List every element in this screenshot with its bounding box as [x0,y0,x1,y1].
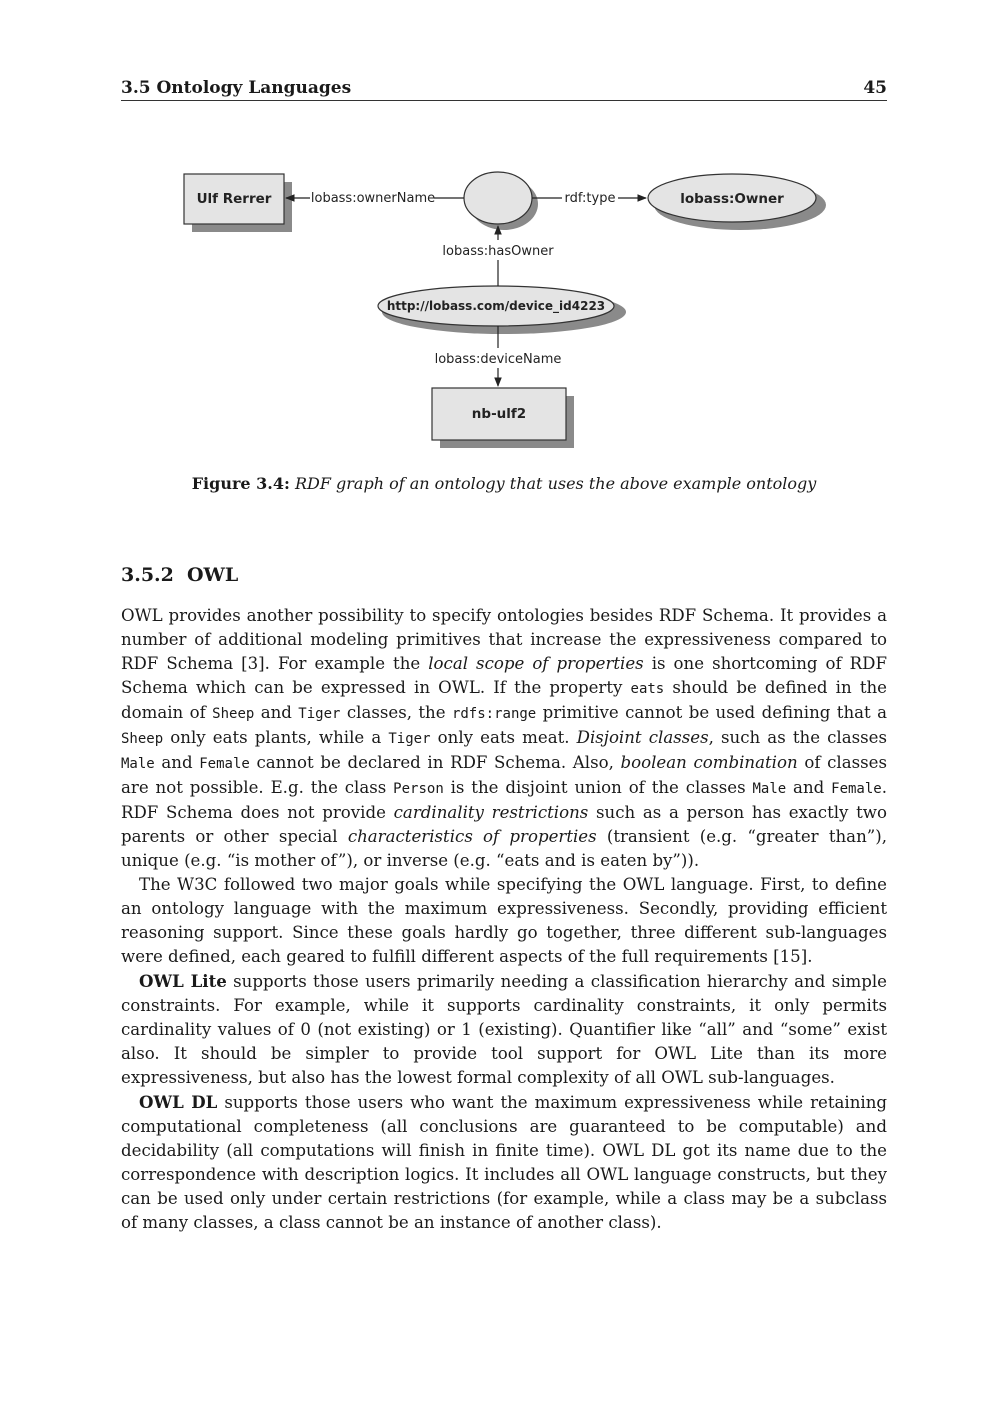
text-run: only eats meat. [430,728,577,747]
text-run: of classes are not possible. E.g. the class [121,753,887,797]
text-run: supports those users who want the maximum expressiveness while retaining computational completeness (all conclusions are guaranteed to be computable) and decidability (all computations will finish in finite time). OWL DL got its name due to the correspondence with description logics. It includes all OWL language constructs, but they can be used only under certain restrictions (for example, while a class may be a subclass of many classes, a class cannot be an instance of another class). [121,1093,888,1232]
node-blank [464,172,538,230]
text-run: is one shortcoming of RDF Schema which can be expressed in OWL. If the property [121,654,887,697]
edge-device-name [435,326,562,386]
code-sheep: Sheep [212,706,255,722]
code-eats: eats [630,681,665,697]
paragraph-w3c-goals: The W3C followed two major goals while specifying the OWL language. First, to define an ontology language with the maximum expressiveness. Secondly, providing efficient reasoning support. Since these goals hardly go together, three different sub-languages were defined, each geared to fulfill different aspects of the full requirements [15]. [121,875,887,966]
page-number: 45 [863,78,887,98]
edge-owner-name [286,191,464,206]
text-run: is the disjoint union of the classes [443,778,753,797]
code-male: Male [752,781,787,797]
code-rdfs-range: rdfs:range [451,706,537,722]
code-male: Male [121,756,155,772]
section-heading [121,564,238,586]
node-ulf-rerrer [184,174,292,232]
text-run: supports those users primarily needing a classification hierarchy and simple constraints. For example, while it supports cardinality constraints, it only permits cardinality values of 0 (not existing) or 1 (existing). Quantifier like “all” and “some” exist also. It should be simpler to provide tool support for OWL Lite than its more expressiveness, but also has the lowest formal complexity of all OWL sub-languages. [121,972,888,1087]
emphasis-characteristics-of-properties: characteristics of properties [347,827,597,846]
code-tiger: Tiger [388,731,431,747]
body-text [121,604,887,1235]
paragraph-owl-intro [121,604,887,873]
emphasis-cardinality-restrictions: cardinality restrictions [393,803,589,822]
term-owl-lite: OWL Lite [139,971,227,991]
node-ulf-rerrer-label: Ulf Rerrer [196,191,272,207]
text-run: primitive cannot be used defining that a [536,703,887,722]
emphasis-boolean-combination: boolean combination [620,753,798,772]
text-run: (transient (e.g. “greater than”), unique (e.g. “is mother of”), or inverse (e.g. “eats and is eaten by”)). [121,827,887,870]
edge-rdf-type [532,191,646,206]
code-tiger: Tiger [298,706,341,722]
text-run: should be defined in the domain of [121,678,887,722]
term-owl-dl: OWL DL [139,1092,218,1112]
section-title: OWL [187,564,239,586]
edge-has-owner [442,226,554,286]
node-device-uri-label: http://lobass.com/device_id4223 [386,299,606,313]
edge-device-name-label: lobass:deviceName [434,352,562,367]
running-header-section: 3.5 Ontology Languages [121,78,352,98]
edge-owner-name-label: lobass:ownerName [310,191,436,206]
code-person: Person [393,781,444,797]
text-run: . RDF Schema does not provide [121,778,887,822]
node-owner-class [648,174,826,230]
node-device-name-value [432,388,574,448]
node-blank-ellipse [464,172,532,224]
node-device-uri [378,286,626,334]
rdf-graph-figure [170,160,840,460]
emphasis-local-scope: local scope of properties [428,654,644,673]
text-run: and [254,703,299,722]
section-number: 3.5.2 [121,564,174,586]
node-device-name-value-label: nb-ulf2 [471,406,527,422]
edge-rdf-type-label: rdf:type [564,191,616,206]
edge-has-owner-label: lobass:hasOwner [442,244,554,259]
code-female: Female [831,781,882,797]
paragraph-owl-dl [121,1090,887,1235]
code-sheep: Sheep [121,731,164,747]
paragraph-owl-lite [121,969,887,1090]
emphasis-disjoint-classes: Disjoint classes [576,728,709,747]
text-run: cannot be declared in RDF Schema. Also, [249,753,621,772]
node-owner-class-label: lobass:Owner [680,191,784,207]
text-run: and [154,753,200,772]
text-run: OWL provides another possibility to specify ontologies besides RDF Schema. It provides a number of additional modeling primitives that increase the expressiveness compared to RDF Schema [3]. For example the [121,606,887,673]
figure-caption [121,474,887,493]
text-run: classes, the [340,703,452,722]
figure-caption-text: RDF graph of an ontology that uses the above example ontology [294,474,817,493]
text-run: such as a person has exactly two parents or other special [121,803,887,846]
text-run: only eats plants, while a [163,728,389,747]
running-header [121,78,887,101]
figure-caption-label: Figure 3.4: [191,474,290,493]
text-run: , such as the classes [708,728,887,747]
text-run: and [786,778,832,797]
rdf-graph-diagram [170,160,840,460]
code-female: Female [199,756,250,772]
